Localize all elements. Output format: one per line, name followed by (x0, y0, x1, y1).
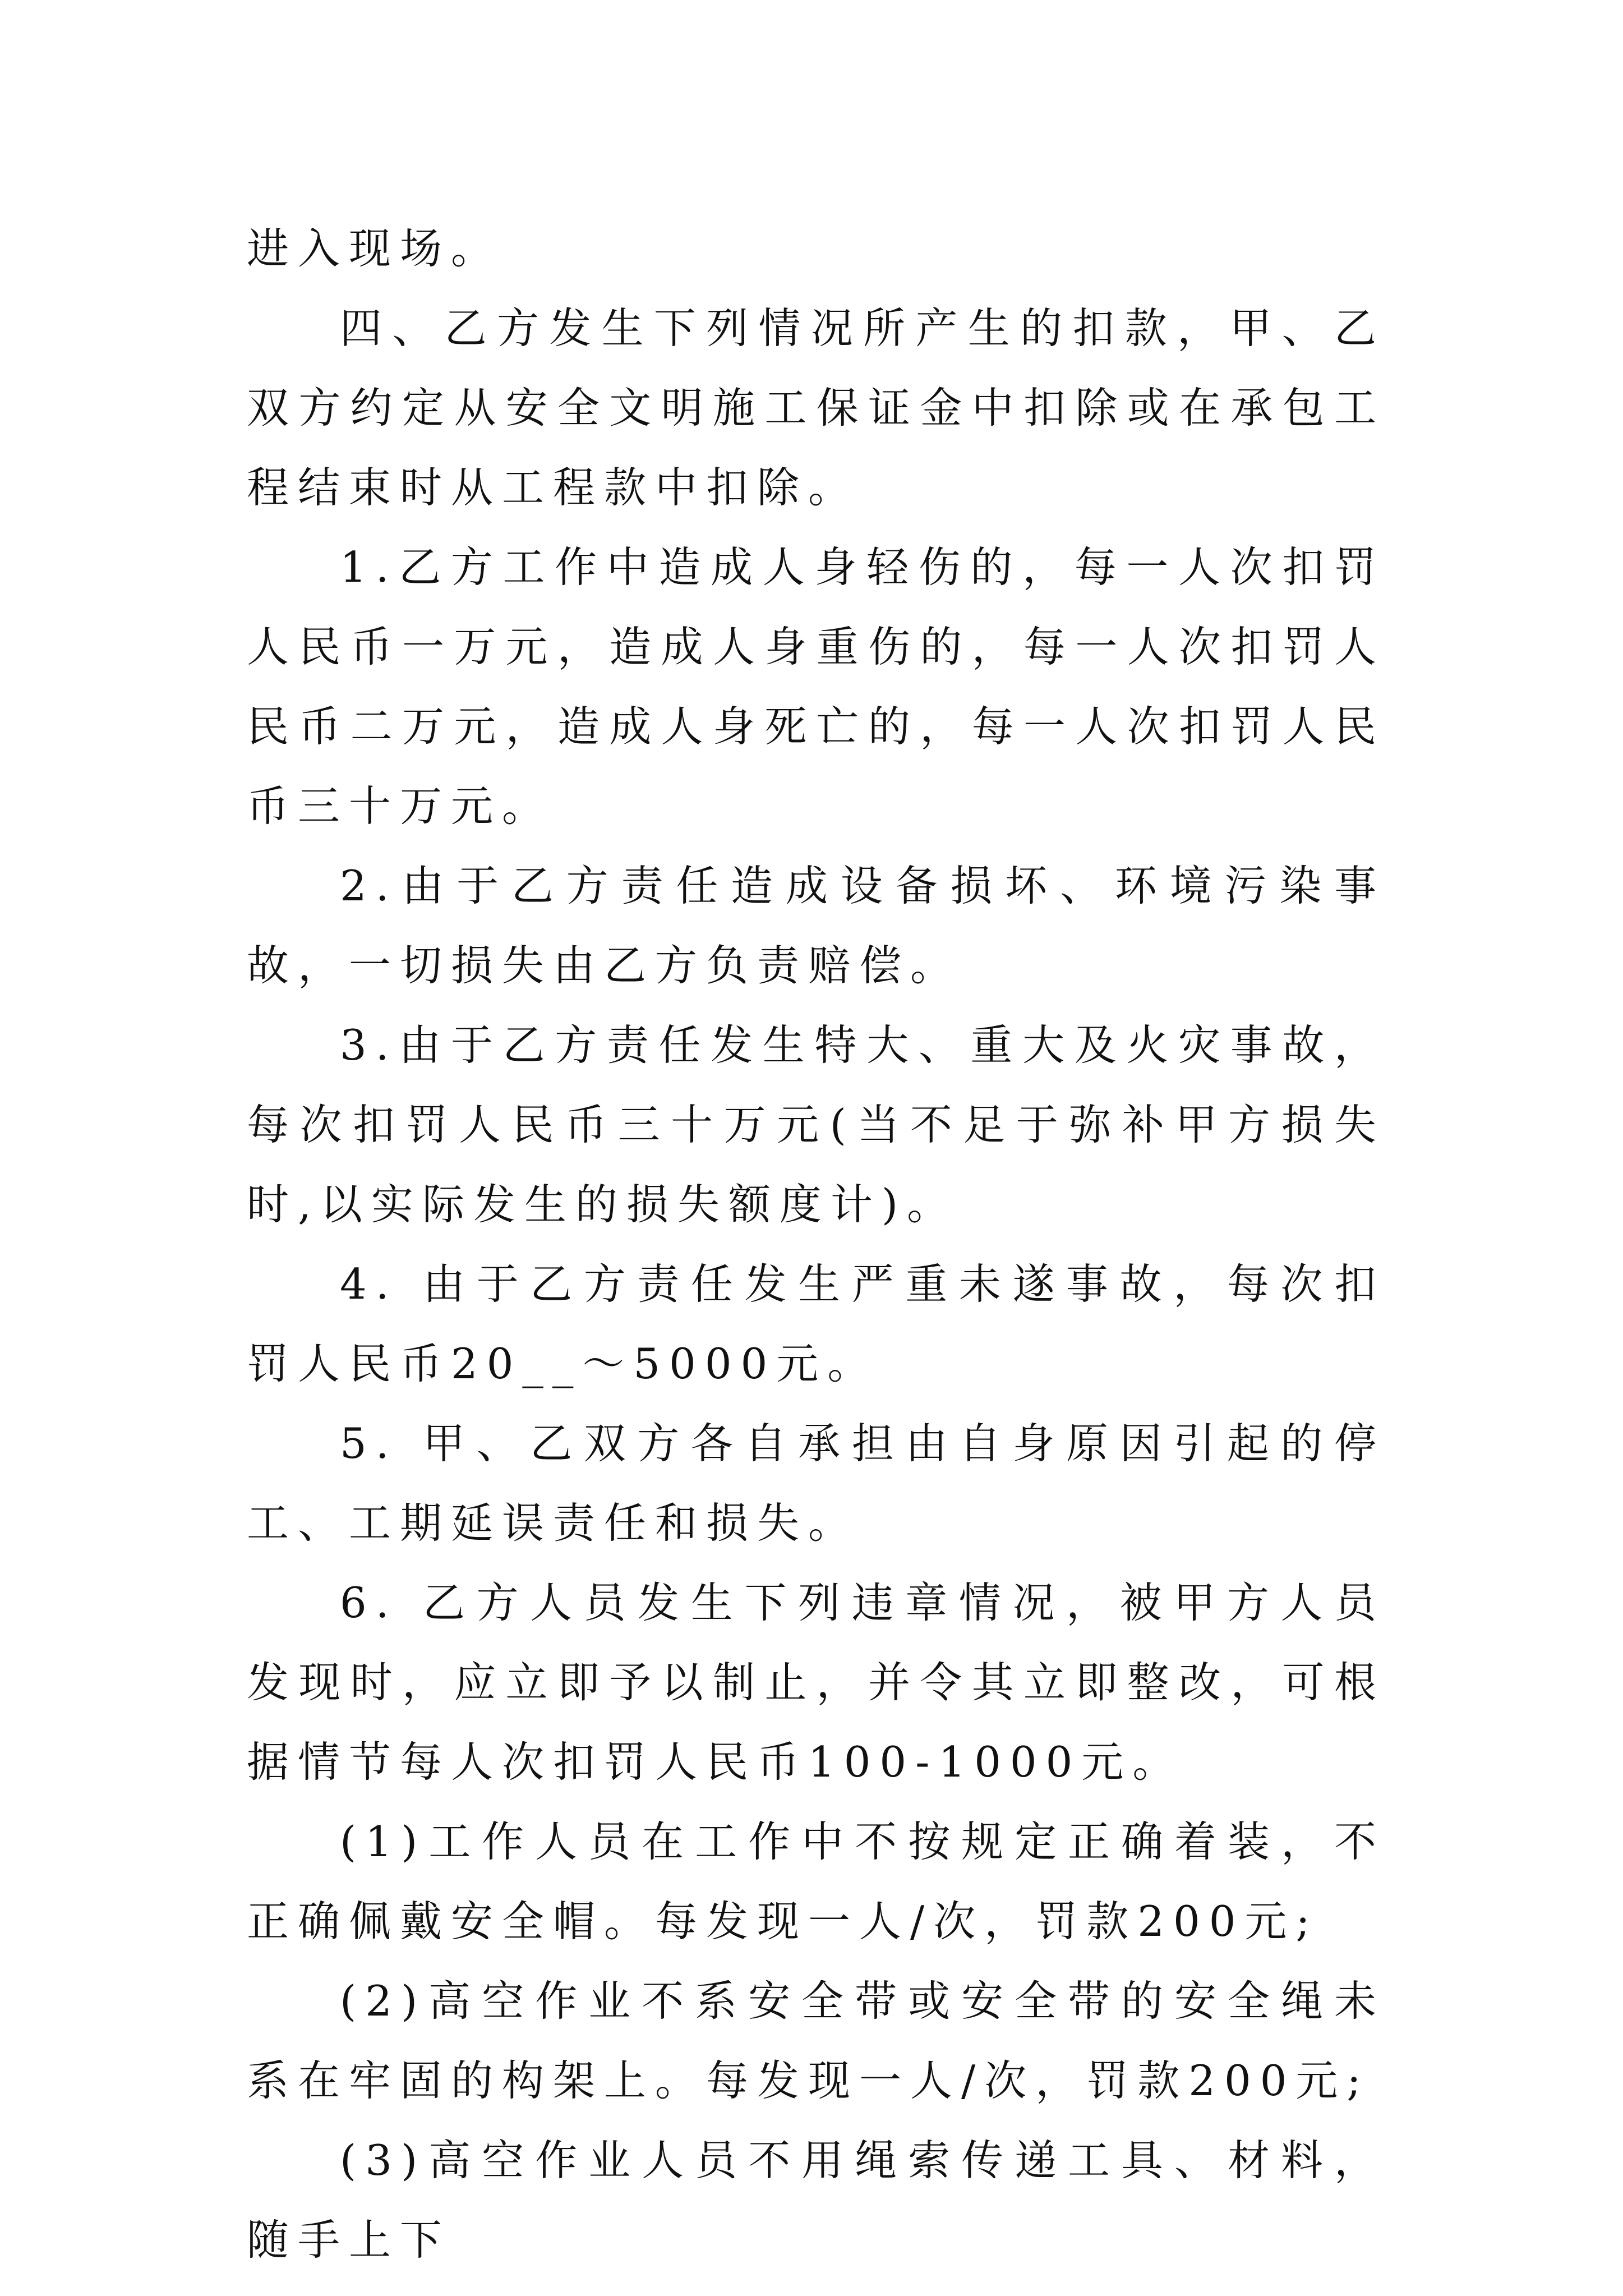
paragraph-continuation: 进入现场。 (247, 224, 502, 273)
paragraph-subitem-3: (3)高空作业人员不用绳索传递工具、材料，随手上下 (247, 2136, 1385, 2265)
paragraph-item-1: 1.乙方工作中造成人身轻伤的，每一人次扣罚人民币一万元，造成人身重伤的，每一人次扣罚人民币二万元，造成人身死亡的，每一人次扣罚人民币三十万元。 (247, 542, 1385, 831)
paragraph-item-2: 2.由于乙方责任造成设备损坏、环境污染事故，一切损失由乙方负责赔偿。 (247, 861, 1385, 990)
paragraph-item-3: 3.由于乙方责任发生特大、重大及火灾事故，每次扣罚人民币三十万元(当不足于弥补甲方损失时,以实际发生的损失额度计)。 (247, 1020, 1385, 1229)
paragraph-item-6: 6. 乙方人员发生下列违章情况，被甲方人员发现时，应立即予以制止，并令其立即整改，可根据情节每人次扣罚人民币100-1000元。 (247, 1578, 1385, 1787)
paragraph-item-4: 4. 由于乙方责任发生严重未遂事故，每次扣罚人民币20__～5000元。 (247, 1259, 1385, 1388)
paragraph-item-5: 5. 甲、乙双方各自承担由自身原因引起的停工、工期延误责任和损失。 (247, 1419, 1385, 1548)
paragraph-subitem-1: (1)工作人员在工作中不按规定正确着装，不正确佩戴安全帽。每发现一人/次，罚款200元; (247, 1817, 1385, 1946)
paragraph-section-four: 四、乙方发生下列情况所产生的扣款，甲、乙双方约定从安全文明施工保证金中扣除或在承包工程结束时从工程款中扣除。 (247, 303, 1385, 512)
document-body (247, 209, 1385, 2280)
paragraph-subitem-2: (2)高空作业不系安全带或安全带的安全绳未系在牢固的构架上。每发现一人/次，罚款200元; (247, 1976, 1385, 2105)
